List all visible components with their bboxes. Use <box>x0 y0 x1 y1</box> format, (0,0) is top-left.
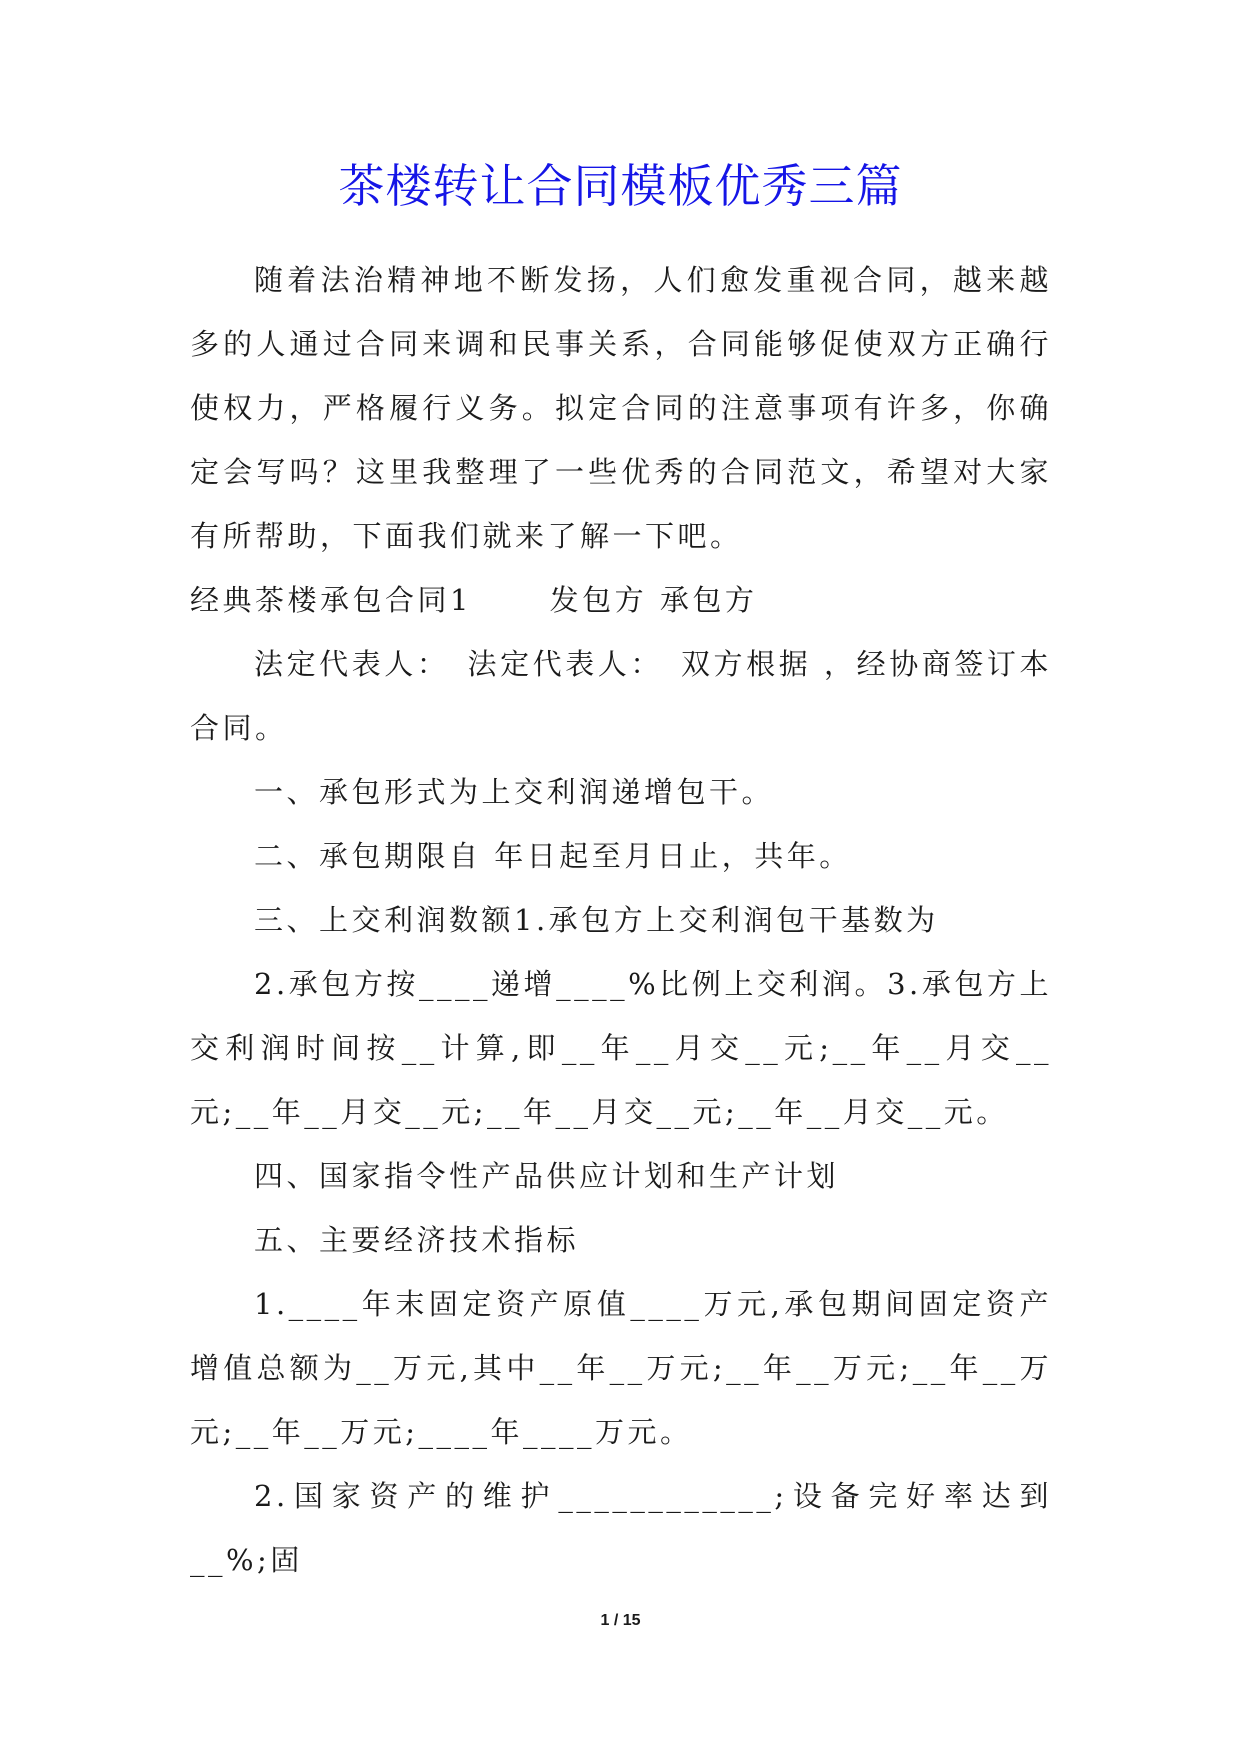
clause-4: 四、国家指令性产品供应计划和生产计划 <box>254 1159 840 1193</box>
contract-heading: 经典茶楼承包合同1 发包方 承包方 <box>190 583 758 617</box>
clause-5-item-2: 2.国家资产的维护____________;设备完好率达到__%;固 <box>190 1479 1052 1577</box>
clause-2: 二、承包期限自 年日起至月日止，共年。 <box>254 839 852 873</box>
representatives-paragraph: 法定代表人： 法定代表人： 双方根据 ，经协商签订本合同。 <box>190 647 1052 745</box>
clause-1: 一、承包形式为上交利润递增包干。 <box>254 775 775 809</box>
document-body <box>190 248 1052 1592</box>
clause-5-item-1: 1.____年末固定资产原值____万元,承包期间固定资产增值总额为__万元,其中__年__万元;__年__万元;__年__万元;__年__万元;____年____万元。 <box>190 1287 1052 1449</box>
clause-3-detail: 2.承包方按____递增____%比例上交利润。3.承包方上交利润时间按__计算,即__年__月交__元;__年__月交__元;__年__月交__元;__年__月交__元;__年__月交__元。 <box>190 967 1052 1129</box>
intro-paragraph: 随着法治精神地不断发扬，人们愈发重视合同，越来越多的人通过合同来调和民事关系，合同能够促使双方正确行使权力，严格履行义务。拟定合同的注意事项有许多，你确定会写吗？这里我整理了一些优秀的合同范文，希望对大家有所帮助，下面我们就来了解一下吧。 <box>190 263 1052 553</box>
document-title: 茶楼转让合同模板优秀三篇 <box>338 159 903 213</box>
clause-3: 三、上交利润数额1.承包方上交利润包干基数为 <box>254 903 939 937</box>
clause-5: 五、主要经济技术指标 <box>254 1223 580 1257</box>
page-number: 1 / 15 <box>600 1612 641 1629</box>
